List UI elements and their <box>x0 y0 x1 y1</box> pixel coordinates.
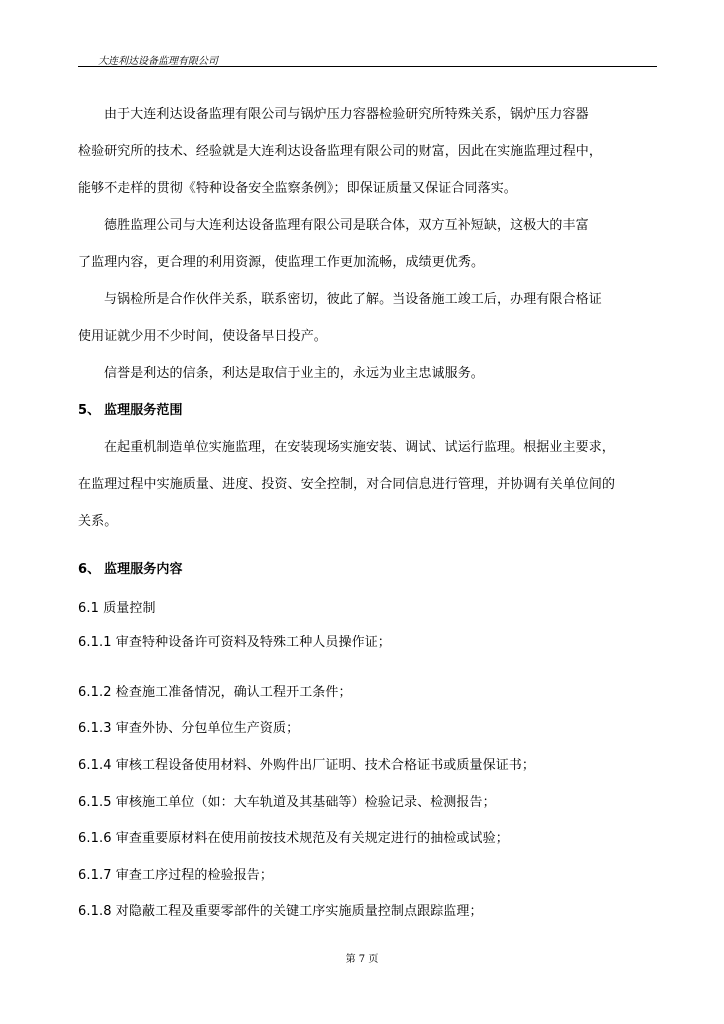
paragraph-line: 关系。 <box>78 514 118 529</box>
section-5-heading <box>78 402 183 420</box>
section-5-number: 5、 <box>78 403 101 418</box>
header-divider <box>78 66 657 67</box>
section-6-title: 监理服务内容 <box>104 562 183 577</box>
page-number: 第 7 页 <box>345 954 379 965</box>
list-item: 6.1.7 审查工序过程的检验报告； <box>78 868 274 883</box>
section-6-heading <box>78 561 183 579</box>
list-item: 6.1 质量控制 <box>78 601 156 616</box>
list-item: 6.1.3 审查外协、分包单位生产资质； <box>78 721 300 736</box>
paragraph-line: 与锅检所是合作伙伴关系，联系密切，彼此了解。当设备施工竣工后，办理有限合格证 <box>104 292 602 307</box>
list-item: 6.1.5 审核施工单位（如：大车轨道及其基础等）检验记录、检测报告； <box>78 795 496 810</box>
paragraph-line: 检验研究所的技术、经验就是大连利达设备监理有限公司的财富，因此在实施监理过程中， <box>78 144 603 159</box>
list-item: 6.1.4 审核工程设备使用材料、外购件出厂证明、技术合格证书或质量保证书； <box>78 758 536 773</box>
list-item: 6.1.8 对隐蔽工程及重要零部件的关键工序实施质量控制点跟踪监理； <box>78 904 483 919</box>
header-company-name: 大连利达设备监理有限公司 <box>98 56 218 67</box>
paragraph-line: 了监理内容，更合理的利用资源，使监理工作更加流畅，成绩更优秀。 <box>78 255 485 270</box>
paragraph-line: 信誉是利达的信条，利达是取信于业主的，永远为业主忠诚服务。 <box>104 366 484 381</box>
paragraph-line: 能够不走样的贯彻《特种设备安全监察条例》；即保证质量又保证合同落实。 <box>78 181 517 196</box>
list-item: 6.1.2 检查施工准备情况，确认工程开工条件； <box>78 685 352 700</box>
paragraph-line: 在监理过程中实施质量、进度、投资、安全控制，对合同信息进行管理，并协调有关单位间的 <box>78 477 616 492</box>
section-5-title: 监理服务范围 <box>104 403 183 418</box>
paragraph-line: 由于大连利达设备监理有限公司与锅炉压力容器检验研究所特殊关系，锅炉压力容器 <box>104 107 589 122</box>
list-item: 6.1.1 审查特种设备许可资料及特殊工种人员操作证； <box>78 635 391 650</box>
paragraph-line: 在起重机制造单位实施监理，在安装现场实施安装、调试、试运行监理。根据业主要求， <box>104 440 615 455</box>
section-6-number: 6、 <box>78 562 101 577</box>
paragraph-line: 使用证就少用不少时间，使设备早日投产。 <box>78 329 327 344</box>
paragraph-line: 德胜监理公司与大连利达设备监理有限公司是联合体，双方互补短缺，这极大的丰富 <box>104 218 589 233</box>
list-item: 6.1.6 审查重要原材料在使用前按技术规范及有关规定进行的抽检或试验； <box>78 831 509 846</box>
